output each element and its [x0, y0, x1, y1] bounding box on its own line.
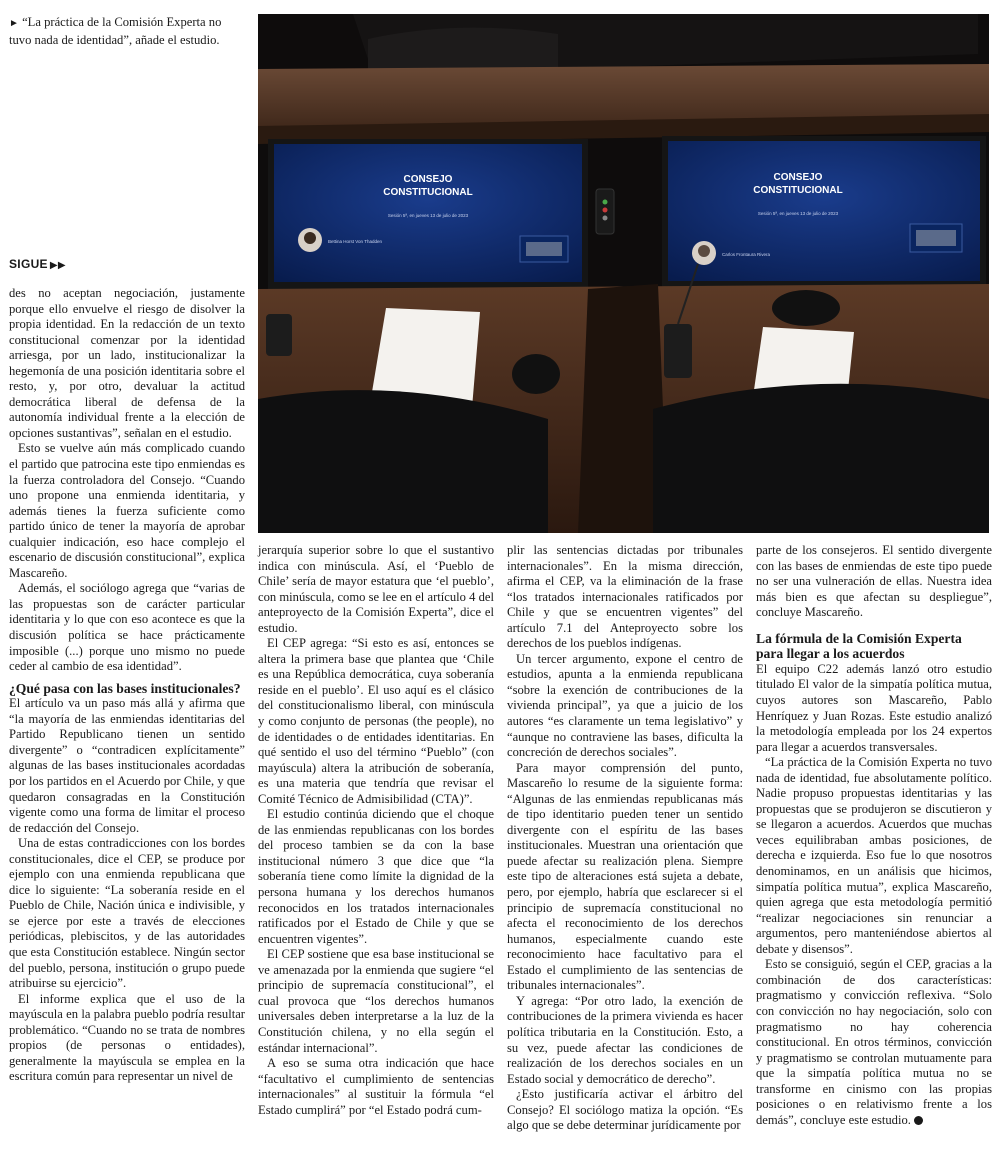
chair	[258, 390, 548, 533]
monitor-left-title-1: CONSEJO	[403, 174, 453, 185]
triangle-marker-icon: ►	[9, 18, 19, 29]
paragraph	[756, 957, 992, 1128]
mouse-icon	[512, 354, 560, 394]
article-column-2	[258, 543, 494, 1118]
subheading: ¿Qué pasa con las bases institucionales?	[9, 680, 241, 696]
article-column-3	[507, 543, 743, 1134]
article-column-1	[9, 286, 245, 1085]
paragraph: El CEP agrega: “Si esto es así, entonces se altera la primera base que plantea que ‘Chile es una República democrática, cuya soberanía reside en el pueblo’. El uso aquí es el clásico del constitucionalismo liberal, con minúscula y como conjunto de personas (the people), no de identidades o de entidades identitarias. En qué sentido el uso del término “Pueblo” (con mayúscula) altera la atribución de soberanía, es una materia que tendría que revisar el Comité Técnico de Admisibilidad (CTA)”.	[258, 636, 494, 806]
paragraph: “La práctica de la Comisión Experta no tuvo nada de identidad, fue absolutamente político. Nadie propuso propuestas identitarias y las propuestas que se produjeron se discutieron y se llegaron a acuerdos. Acuerdos que muchas veces equilibraban ambas posiciones, de derecha e izquierda. Eso fue lo que nosotros denominamos, en un análisis que hicimos, simpatía política mutua”, explica Mascareño, quien agrega que esta metodología permitió “realizar negociaciones sin renunciar a argumentos, pero manteniéndose abiertos al debate y disensos”.	[756, 755, 992, 956]
paragraph: El estudio continúa diciendo que el choque de las enmiendas republicanas con los bordes del proceso tambien se da con la base institucional número 3 que dice que “la soberanía tiene como límite la dignidad de la persona humana y los derechos humanos reconocidos en los tratados internacionales ratificados por el Estado de Chile y que se encuentren vigentes”.	[258, 807, 494, 946]
subheading: La fórmula de la Comisión Experta para llegar a los acuerdos	[756, 630, 962, 662]
paragraph: El equipo C22 además lanzó otro estudio titulado El valor de la simpatía política mutua, cuyos autores son Mascareño, Pablo Henríquez y Juan Rozas. Este estudio analizó la metodología empleada por los 24 expertos para llegar a acuerdos transversales.	[756, 661, 992, 754]
monitor-left-title-2: CONSTITUCIONAL	[383, 187, 473, 198]
mouse-icon	[772, 290, 840, 326]
paragraph: parte de los consejeros. El sentido divergente con las bases de enmiendas de este tipo puede no ser una vulneración de ellas. Nuestra idea más bien es que afectan su despliegue”, concluye Mascareño.	[756, 543, 992, 620]
council-chamber-photo	[258, 14, 989, 533]
paragraph: ¿Esto justificaría activar el árbitro del Consejo? El sociólogo matiza la opción. “Es algo que se debe determinar jurídicamente por	[507, 1087, 743, 1133]
microphone-icon	[266, 314, 292, 356]
paragraph: El informe explica que el uso de la mayúscula en la palabra pueblo podría resultar problemático. “Cuando no se trata de nombres propios (de personas o entidades), generalmente la mayúscula se emplea en la escritura común para representar un nivel de	[9, 991, 245, 1084]
chair	[653, 384, 989, 533]
paragraph: plir las sentencias dictadas por tribunales internacionales”. En la misma dirección, afirma el CEP, va la eliminación de la frase “los tratados internacionales ratificados por Chile y que se encuentren vigentes” del artículo 7.1 del Anteproyecto sobre los derechos de los pueblos indígenas.	[507, 543, 743, 651]
monitor-left-session: Sesión 5ª, en jueves 13 de julio de 2023	[387, 213, 469, 218]
monitor-right-speaker: Carlos Frontaura Rivera	[722, 252, 771, 257]
paragraph: El CEP sostiene que esa base institucional se ve amenazada por la enmienda que sugiere “el principio de supremacía constitucional”, el cual provoca que “los derechos humanos universales deben interpretarse a la luz de la Constitución chilena, y no ella según el estándar internacional”.	[258, 947, 494, 1055]
microphone-icon	[664, 324, 692, 378]
article-column-4	[756, 543, 992, 1128]
double-arrow-icon: ▶▶	[49, 260, 66, 271]
paragraph: Además, el sociólogo agrega que “varias de las propuestas son de carácter particular identitaria y lo que con eso acontece es que la discusión política se hace prácticamente imposible (...) porque uno mismo no puede ceder al cambio de esa identidad”.	[9, 581, 245, 674]
monitor-left	[268, 139, 588, 289]
end-of-article-dot-icon	[914, 1116, 923, 1125]
paragraph: Un tercer argumento, expone el centro de estudios, apunta a la enmienda republicana “sobre la exención de contribuciones de la vivienda principal”, ya que a juicio de los autores “es claramente un tema legislativo” y “aunque no contraviene las bases, dificulta la concreción de derechos sociales”.	[507, 651, 743, 760]
paragraph: El artículo va un paso más allá y afirma que “la mayoría de las enmiendas identitarias del Partido Republicano tienen un sentido divergente” o “contradicen explícitamente” algunas de las bases institucionales acordadas por los partidos en el Acuerdo por Chile, y que quedaron consagradas en la Constitución vigente como una forma de limitar el proceso de redacción del Consejo.	[9, 696, 245, 835]
paragraph: jerarquía superior sobre lo que el sustantivo indica con minúscula. Así, el ‘Pueblo de Chile’ sería de mayor estatura que ‘el pueblo’, con minúscula, como se lee en el artículo 4 del anteproyecto de la Comisión Experta”, dice el estudio.	[258, 543, 494, 635]
paragraph: Y agrega: “Por otro lado, la exención de contribuciones de la primera vivienda es hacer política tributaria en la Constitución. Esto, a su vez, puede afectar las condiciones de realización de los derechos sociales en un Estado social y democrático de derecho”.	[507, 993, 743, 1086]
top-note-text: “La práctica de la Comisión Experta no tuvo nada de identidad”, añade el estudio.	[9, 15, 222, 47]
monitor-left-speaker: Bettina Horst Von Thadden	[328, 239, 382, 244]
sigue-label: SIGUE	[9, 257, 48, 271]
paragraph: Para mayor comprensión del punto, Mascareño lo resume de la siguiente forma: “Algunas de las enmiendas republicanas más de tipo identitario pueden tener un sentido divergente con el espíritu de las bases institucionales. Muestran una orientación que puede afectar su realización plena. Siempre este tipo de alteraciones está sujeta a debate, pero, por ejemplo, habría que esclarecer si el principio de supremacía constitucional no afecta el reconocimiento de los derechos humanos, especialmente cuando este reconocimiento hace facultativo para el Estado el cumplimiento de las sentencias de tribunales internacionales”.	[507, 760, 743, 993]
paragraph: Una de estas contradicciones con los bordes constitucionales, dice el CEP, se produce por ejemplo con una enmienda republicana que dice lo siguiente: “La soberanía reside en el Pueblo de Chile, Nación única e indivisible, y se ejerce por este a través de elecciones periódicas, plebiscitos, y de las autoridades que esta Constitución establece. Ningún sector del pueblo, persona, institución o grupo puede atribuirse su ejercicio”.	[9, 836, 245, 991]
top-note	[9, 14, 245, 48]
monitor-right-session: Sesión 5ª, en jueves 13 de julio de 2023	[757, 211, 839, 216]
paragraph-text: Esto se consiguió, según el CEP, gracias a la combinación de dos características: pragmatismo y convicción reflexiva. “Solo con convicción no hay negociación, solo con pragmatismo no hay coherencia constitucional. En otros términos, convicción y pragmatismo se controlan mutuamente para que la simpatía política mutua no se transforme en cinismo con las propias posiciones o en relativismo frente a los demás”, concluye este estudio.	[756, 957, 992, 1127]
paragraph: Esto se vuelve aún más complicado cuando el partido que patrocina este tipo enmiendas es la fuerza controladora del Consejo. “Cuando uno propone una enmienda identitaria, y además tienes la fuerza suficiente como partido único de tener la mayoría de aprobar cualquier indicación, eso hace complejo el escenario de discusión constitucional”, explica Mascareño.	[9, 441, 245, 580]
paragraph: A eso se suma otra indicación que hace “facultativo el cumplimiento de sentencias internacionales” al sustituir la fórmula “el Estado cumplirá” por “el Estado podrá cum-	[258, 1056, 494, 1117]
monitor-right-title-2: CONSTITUCIONAL	[753, 185, 843, 196]
monitor-right-title-1: CONSEJO	[773, 172, 823, 183]
paragraph: des no aceptan negociación, justamente porque ello envuelve el riesgo de disolver la propia identidad. En la redacción de un texto constitucional comenzar por la identidad arriesga, por un lado, institucionalizar la hegemonía de una posición identitaria sobre el resto, y, por otro, devaluar la actitud democrática liberal de defensa de la autonomía individual frente a la elección de opciones sustantivas”, señalan en el estudio.	[9, 286, 245, 440]
monitor-right	[662, 136, 986, 289]
sigue-marker	[9, 257, 66, 271]
